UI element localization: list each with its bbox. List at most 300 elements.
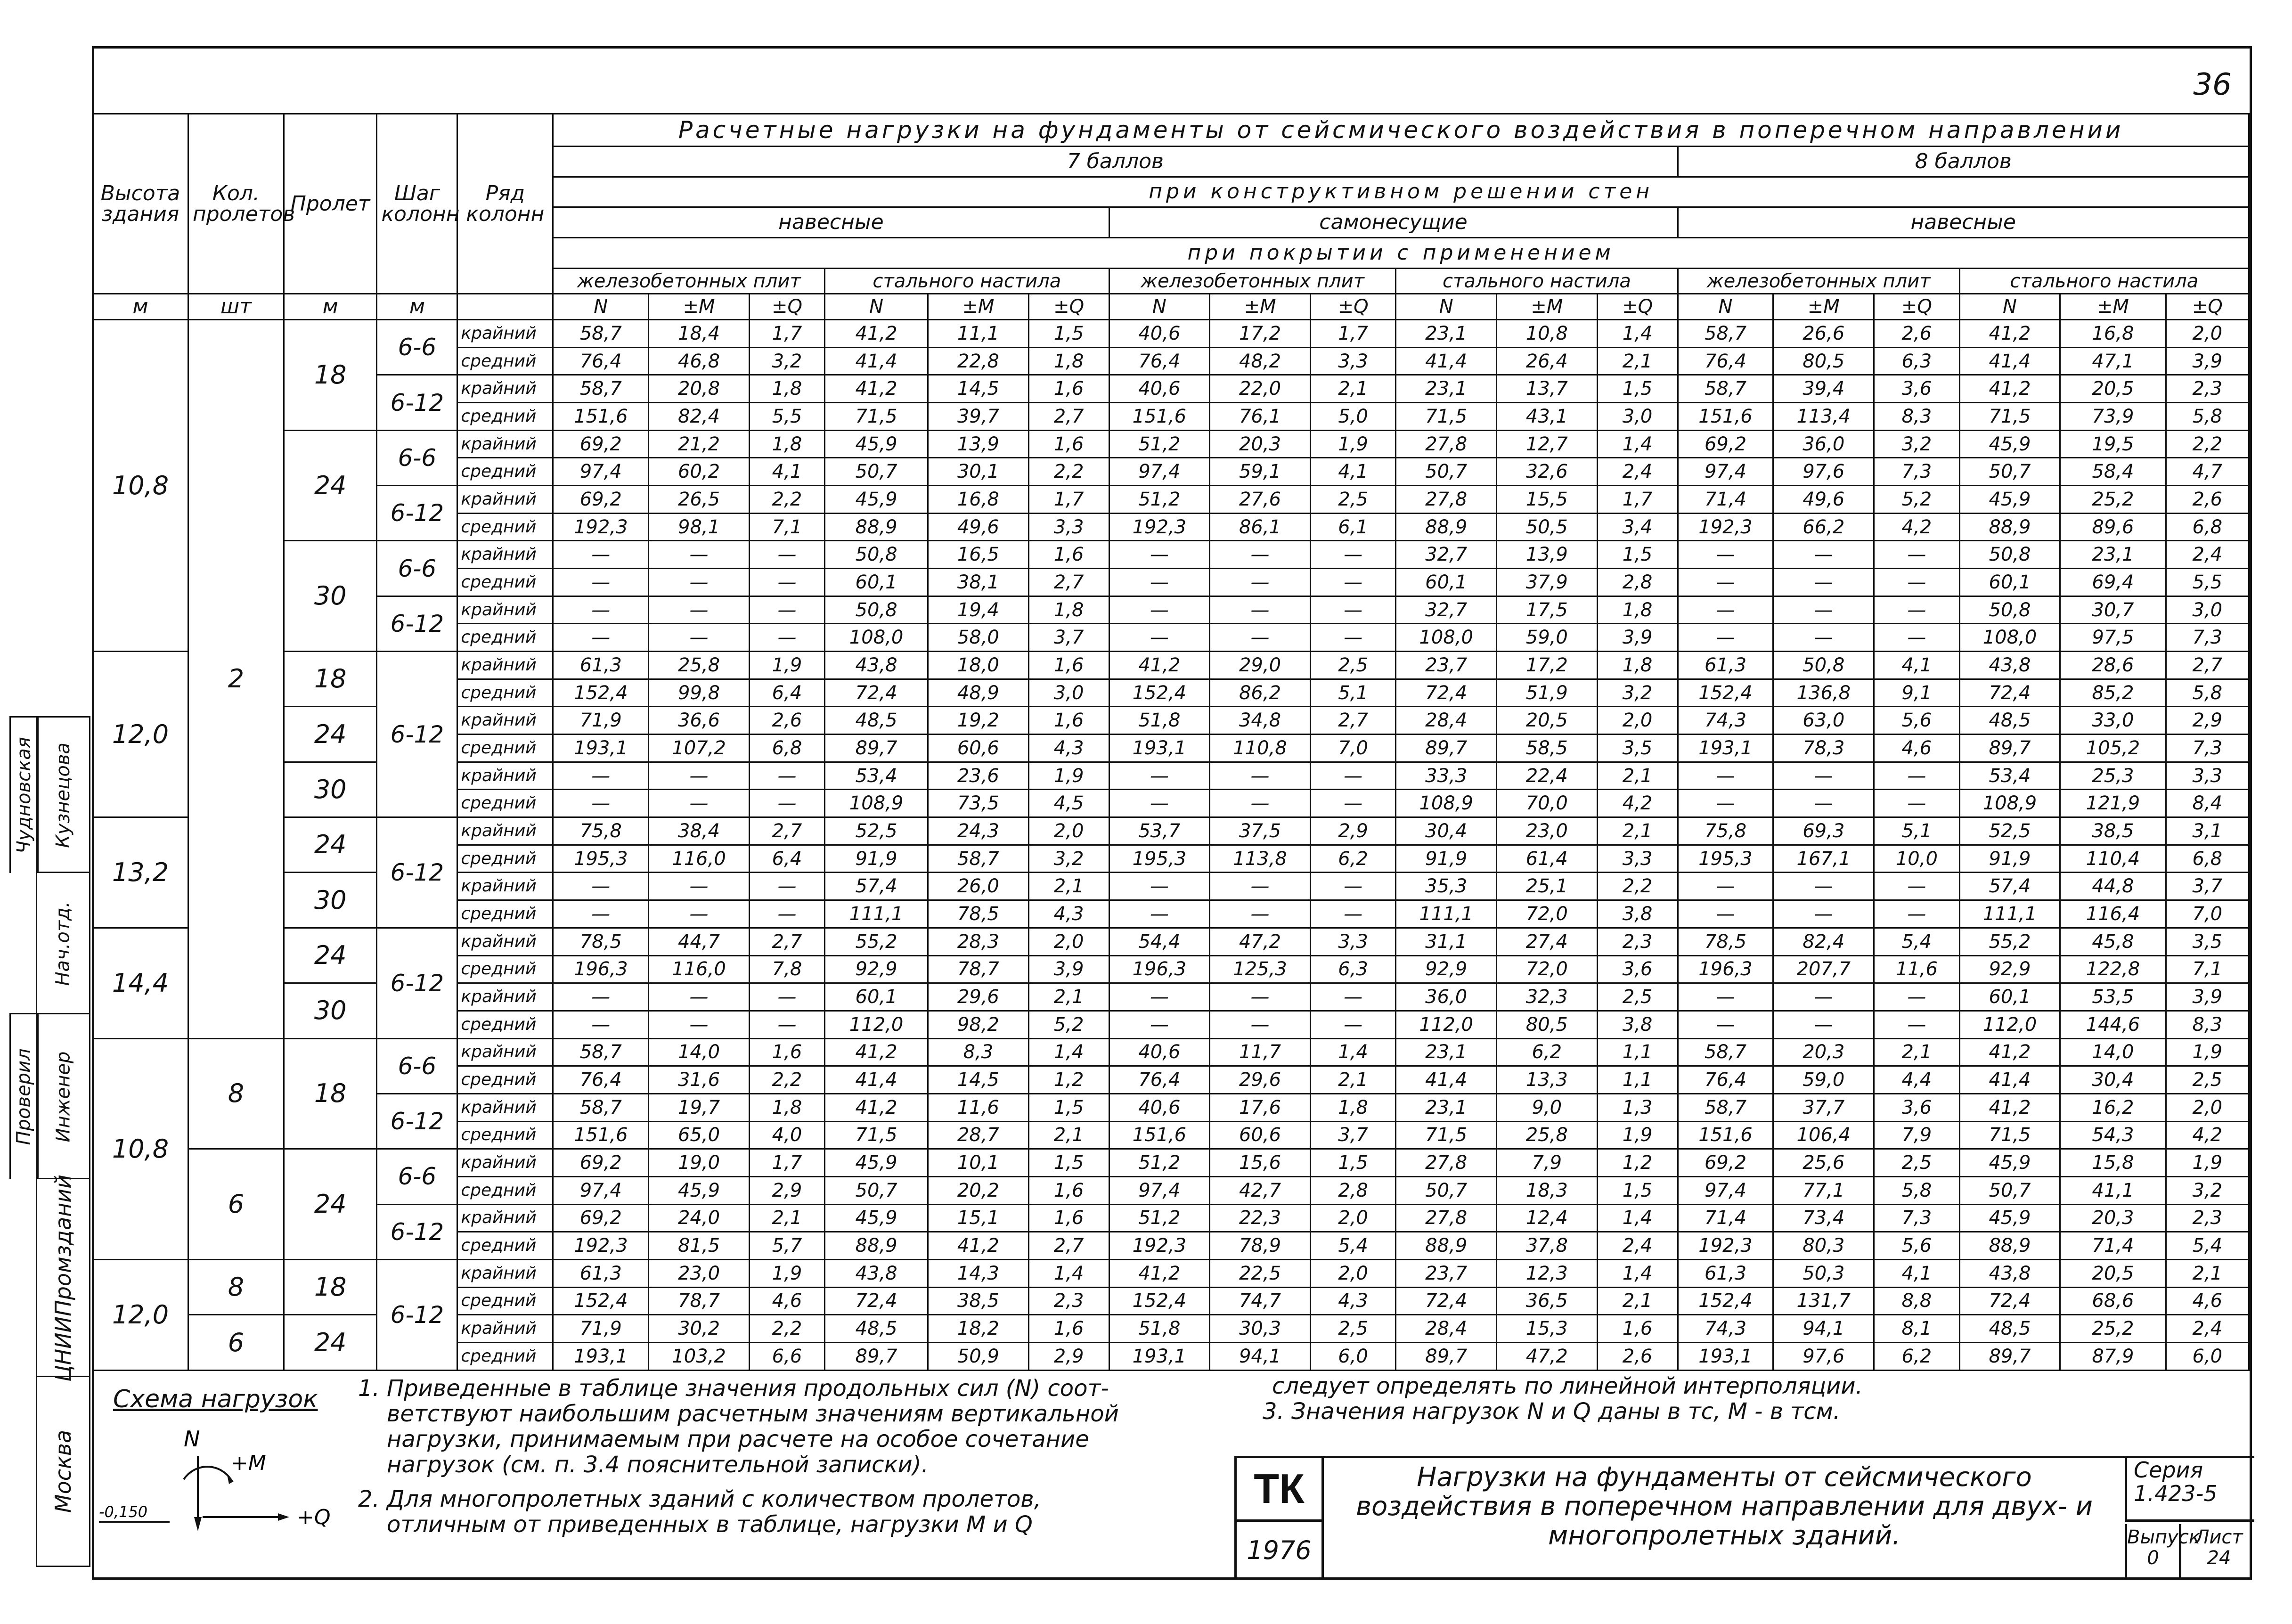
value-cell: 22,4 xyxy=(1497,762,1598,790)
value-cell: 4,5 xyxy=(1028,790,1109,817)
value-cell: 2,5 xyxy=(1310,486,1396,514)
value-cell: 66,2 xyxy=(1773,513,1874,541)
value-cell: 58,7 xyxy=(553,1038,649,1066)
value-cell: 89,6 xyxy=(2060,513,2166,541)
value-cell: 26,0 xyxy=(928,873,1029,900)
value-cell: 3,3 xyxy=(1310,347,1396,375)
value-cell: 97,4 xyxy=(1678,458,1773,486)
value-cell: 195,3 xyxy=(553,845,649,873)
row-label: средний xyxy=(457,624,553,652)
table-row xyxy=(93,1204,2249,1232)
value-cell: 78,7 xyxy=(649,1287,750,1315)
value-cell: 14,5 xyxy=(928,1066,1029,1094)
value-cell: 19,4 xyxy=(928,596,1029,624)
value-cell: 40,6 xyxy=(1109,1094,1210,1121)
value-cell: 6,2 xyxy=(1310,845,1396,873)
value-cell: 192,3 xyxy=(1678,1232,1773,1260)
value-cell: 22,8 xyxy=(928,347,1029,375)
value-cell: 116,0 xyxy=(649,845,750,873)
value-cell: 43,8 xyxy=(825,652,928,679)
value-cell: 1,9 xyxy=(1028,762,1109,790)
page-number: 36 xyxy=(2193,67,2232,102)
header-cover-4: железобетонных плит xyxy=(1678,268,1959,294)
value-cell: — xyxy=(1874,762,1960,790)
header-hinged-1: навесные xyxy=(553,207,1109,238)
sym-m: ±M xyxy=(2060,294,2166,320)
value-cell: 17,2 xyxy=(1210,320,1311,348)
value-cell: — xyxy=(1109,983,1210,1011)
value-cell: 78,3 xyxy=(1773,734,1874,762)
value-cell: 26,4 xyxy=(1497,347,1598,375)
value-cell: — xyxy=(1210,983,1311,1011)
value-cell: 97,4 xyxy=(553,458,649,486)
value-cell: 71,5 xyxy=(825,1121,928,1149)
value-cell: 70,0 xyxy=(1497,790,1598,817)
value-cell: — xyxy=(749,541,824,569)
side-engineer: Инженер xyxy=(36,1013,90,1179)
value-cell: 97,4 xyxy=(553,1176,649,1204)
value-cell: 33,0 xyxy=(2060,707,2166,734)
value-cell: 20,8 xyxy=(649,375,750,403)
value-cell: 196,3 xyxy=(1109,955,1210,983)
value-cell: 37,7 xyxy=(1773,1094,1874,1121)
value-cell: 2,0 xyxy=(1597,707,1678,734)
header-self-bearing: самонесущие xyxy=(1109,207,1678,238)
value-cell: 107,2 xyxy=(649,734,750,762)
sym-n: N xyxy=(1396,294,1497,320)
value-cell: 51,2 xyxy=(1109,430,1210,458)
value-cell: 39,4 xyxy=(1773,375,1874,403)
value-cell: — xyxy=(1109,873,1210,900)
value-cell: 50,7 xyxy=(1959,1176,2060,1204)
value-cell: 69,2 xyxy=(553,1149,649,1177)
value-cell: 47,1 xyxy=(2060,347,2166,375)
value-cell: 1,5 xyxy=(1310,1149,1396,1177)
value-cell: 19,0 xyxy=(649,1149,750,1177)
step-cell: 6-6 xyxy=(377,1038,457,1094)
value-cell: 60,6 xyxy=(928,734,1029,762)
value-cell: 2,9 xyxy=(749,1176,824,1204)
value-cell: 8,3 xyxy=(2166,1011,2249,1038)
value-cell: 78,5 xyxy=(928,900,1029,928)
sym-q: ±Q xyxy=(749,294,824,320)
value-cell: 13,9 xyxy=(1497,541,1598,569)
value-cell: 16,2 xyxy=(2060,1094,2166,1121)
value-cell: — xyxy=(749,596,824,624)
value-cell: — xyxy=(1310,790,1396,817)
value-cell: 1,6 xyxy=(1028,1176,1109,1204)
value-cell: 3,4 xyxy=(1597,513,1678,541)
value-cell: 193,1 xyxy=(1678,734,1773,762)
value-cell: 45,9 xyxy=(1959,430,2060,458)
value-cell: — xyxy=(1773,762,1874,790)
side-chudnovskaya: Чудновская xyxy=(9,716,39,873)
height-cell: 14,4 xyxy=(93,928,188,1038)
stamp-issue: Выпуск 0 xyxy=(2125,1524,2181,1580)
row-label: крайний xyxy=(457,707,553,734)
value-cell: 1,5 xyxy=(1597,1176,1678,1204)
value-cell: 31,6 xyxy=(649,1066,750,1094)
value-cell: 50,9 xyxy=(928,1342,1029,1370)
table-row xyxy=(93,1038,2249,1066)
value-cell: 103,2 xyxy=(649,1342,750,1370)
scheme-level-label: -0,150 xyxy=(99,1503,148,1521)
value-cell: 4,1 xyxy=(749,458,824,486)
value-cell: 43,8 xyxy=(1959,1259,2060,1287)
value-cell: 23,1 xyxy=(1396,320,1497,348)
value-cell: 2,6 xyxy=(2166,486,2249,514)
value-cell: 43,8 xyxy=(825,1259,928,1287)
value-cell: — xyxy=(649,596,750,624)
header-spans-count: Кол. пролетов xyxy=(188,114,284,294)
value-cell: 48,5 xyxy=(1959,1315,2060,1343)
value-cell: 15,3 xyxy=(1497,1315,1598,1343)
value-cell: 1,8 xyxy=(749,430,824,458)
value-cell: — xyxy=(1773,983,1874,1011)
value-cell: 94,1 xyxy=(1210,1342,1311,1370)
value-cell: — xyxy=(1773,873,1874,900)
table-row xyxy=(93,294,2249,320)
value-cell: 3,9 xyxy=(1597,624,1678,652)
row-label: крайний xyxy=(457,1094,553,1121)
value-cell: 5,4 xyxy=(1874,928,1960,955)
value-cell: 1,8 xyxy=(1310,1094,1396,1121)
note-2: 2. Для многопролетных зданий с количеством пролетов, отличным от приведенных в таблице, нагрузки M и Q xyxy=(358,1486,1041,1538)
span-cell: 30 xyxy=(284,983,377,1038)
value-cell: 3,0 xyxy=(1028,679,1109,707)
value-cell: 11,6 xyxy=(1874,955,1960,983)
value-cell: 20,5 xyxy=(2060,1259,2166,1287)
sym-m: ±M xyxy=(1773,294,1874,320)
value-cell: 59,0 xyxy=(1773,1066,1874,1094)
value-cell: — xyxy=(1773,569,1874,596)
value-cell: — xyxy=(1210,873,1311,900)
value-cell: 38,5 xyxy=(2060,817,2166,845)
value-cell: 87,9 xyxy=(2060,1342,2166,1370)
value-cell: — xyxy=(1678,624,1773,652)
value-cell: 152,4 xyxy=(1109,1287,1210,1315)
value-cell: 5,6 xyxy=(1874,1232,1960,1260)
value-cell: — xyxy=(1210,569,1311,596)
value-cell: 196,3 xyxy=(553,955,649,983)
value-cell: — xyxy=(1310,762,1396,790)
value-cell: — xyxy=(553,762,649,790)
value-cell: 3,8 xyxy=(1597,900,1678,928)
value-cell: 36,0 xyxy=(1773,430,1874,458)
value-cell: 1,3 xyxy=(1597,1094,1678,1121)
value-cell: 41,2 xyxy=(825,1038,928,1066)
value-cell: — xyxy=(1874,541,1960,569)
value-cell: 42,7 xyxy=(1210,1176,1311,1204)
value-cell: 2,3 xyxy=(1597,928,1678,955)
value-cell: 12,7 xyxy=(1497,430,1598,458)
value-cell: 6,3 xyxy=(1874,347,1960,375)
value-cell: 7,3 xyxy=(1874,1204,1960,1232)
value-cell: 28,4 xyxy=(1396,1315,1497,1343)
value-cell: 85,2 xyxy=(2060,679,2166,707)
value-cell: 71,9 xyxy=(553,707,649,734)
value-cell: 2,9 xyxy=(1028,1342,1109,1370)
value-cell: 125,3 xyxy=(1210,955,1311,983)
value-cell: — xyxy=(749,983,824,1011)
value-cell: — xyxy=(649,569,750,596)
span-cell: 18 xyxy=(284,1038,377,1149)
row-label: крайний xyxy=(457,652,553,679)
value-cell: 3,2 xyxy=(2166,1176,2249,1204)
side-stamp xyxy=(13,716,88,1569)
value-cell: 91,9 xyxy=(1396,845,1497,873)
value-cell: 1,1 xyxy=(1597,1038,1678,1066)
value-cell: 55,2 xyxy=(1959,928,2060,955)
value-cell: 7,8 xyxy=(749,955,824,983)
value-cell: 45,9 xyxy=(825,1204,928,1232)
row-label: средний xyxy=(457,790,553,817)
value-cell: 60,1 xyxy=(825,983,928,1011)
unit-row xyxy=(457,294,553,320)
value-cell: 50,8 xyxy=(1959,596,2060,624)
value-cell: 2,5 xyxy=(1310,652,1396,679)
value-cell: 7,3 xyxy=(1874,458,1960,486)
sym-n: N xyxy=(553,294,649,320)
value-cell: 43,8 xyxy=(1959,652,2060,679)
value-cell: 108,0 xyxy=(1959,624,2060,652)
value-cell: 2,1 xyxy=(1310,375,1396,403)
value-cell: 3,6 xyxy=(1874,1094,1960,1121)
value-cell: — xyxy=(1678,983,1773,1011)
value-cell: 18,0 xyxy=(928,652,1029,679)
value-cell: 23,1 xyxy=(1396,1094,1497,1121)
value-cell: 58,7 xyxy=(1678,1038,1773,1066)
value-cell: 50,3 xyxy=(1773,1259,1874,1287)
value-cell: 6,2 xyxy=(1497,1038,1598,1066)
header-8-balls: 8 баллов xyxy=(1678,146,2249,177)
value-cell: 192,3 xyxy=(553,1232,649,1260)
value-cell: 193,1 xyxy=(1109,734,1210,762)
value-cell: 3,1 xyxy=(2166,817,2249,845)
value-cell: 27,8 xyxy=(1396,486,1497,514)
span-cell: 18 xyxy=(284,652,377,707)
value-cell: 4,7 xyxy=(2166,458,2249,486)
value-cell: 60,1 xyxy=(825,569,928,596)
value-cell: 37,9 xyxy=(1497,569,1598,596)
value-cell: 25,2 xyxy=(2060,1315,2166,1343)
value-cell: — xyxy=(1773,900,1874,928)
value-cell: 19,2 xyxy=(928,707,1029,734)
value-cell: 92,9 xyxy=(1396,955,1497,983)
value-cell: 58,7 xyxy=(1678,1094,1773,1121)
value-cell: 112,0 xyxy=(1959,1011,2060,1038)
row-label: крайний xyxy=(457,873,553,900)
value-cell: 50,5 xyxy=(1497,513,1598,541)
value-cell: 80,3 xyxy=(1773,1232,1874,1260)
value-cell: 152,4 xyxy=(1678,679,1773,707)
span-cell: 30 xyxy=(284,762,377,817)
value-cell: 25,1 xyxy=(1497,873,1598,900)
stamp-sheet: Лист 24 xyxy=(2195,1526,2243,1569)
value-cell: — xyxy=(1678,790,1773,817)
step-cell: 6-6 xyxy=(377,1149,457,1204)
value-cell: — xyxy=(1678,569,1773,596)
value-cell: 121,9 xyxy=(2060,790,2166,817)
value-cell: 111,1 xyxy=(825,900,928,928)
value-cell: — xyxy=(553,873,649,900)
value-cell: 41,2 xyxy=(825,1094,928,1121)
value-cell: 1,6 xyxy=(749,1038,824,1066)
value-cell: 15,5 xyxy=(1497,486,1598,514)
value-cell: 44,7 xyxy=(649,928,750,955)
value-cell: 11,6 xyxy=(928,1094,1029,1121)
value-cell: 65,0 xyxy=(649,1121,750,1149)
value-cell: 28,7 xyxy=(928,1121,1029,1149)
height-cell: 10,8 xyxy=(93,320,188,652)
value-cell: 34,8 xyxy=(1210,707,1311,734)
value-cell: 39,7 xyxy=(928,403,1029,431)
value-cell: 50,8 xyxy=(1959,541,2060,569)
side-moscow: Москва xyxy=(36,1376,90,1567)
span-cell: 24 xyxy=(284,707,377,762)
value-cell: 60,2 xyxy=(649,458,750,486)
value-cell: 69,3 xyxy=(1773,817,1874,845)
value-cell: 38,1 xyxy=(928,569,1029,596)
step-cell: 6-12 xyxy=(377,1094,457,1149)
value-cell: 193,1 xyxy=(553,734,649,762)
value-cell: 8,3 xyxy=(928,1038,1029,1066)
value-cell: 78,7 xyxy=(928,955,1029,983)
value-cell: 1,8 xyxy=(1028,596,1109,624)
value-cell: 49,6 xyxy=(1773,486,1874,514)
value-cell: 92,9 xyxy=(1959,955,2060,983)
value-cell: 108,9 xyxy=(1959,790,2060,817)
value-cell: 25,2 xyxy=(2060,486,2166,514)
value-cell: 88,9 xyxy=(825,513,928,541)
value-cell: — xyxy=(1210,624,1311,652)
value-cell: 59,0 xyxy=(1497,624,1598,652)
sym-m: ±M xyxy=(1497,294,1598,320)
value-cell: 40,6 xyxy=(1109,320,1210,348)
value-cell: — xyxy=(649,624,750,652)
value-cell: — xyxy=(553,1011,649,1038)
value-cell: 71,5 xyxy=(1959,403,2060,431)
value-cell: 51,2 xyxy=(1109,486,1210,514)
value-cell: 30,2 xyxy=(649,1315,750,1343)
step-cell: 6-12 xyxy=(377,1204,457,1259)
value-cell: — xyxy=(1109,1011,1210,1038)
value-cell: 28,3 xyxy=(928,928,1029,955)
value-cell: 77,1 xyxy=(1773,1176,1874,1204)
value-cell: — xyxy=(649,983,750,1011)
value-cell: 44,8 xyxy=(2060,873,2166,900)
value-cell: 75,8 xyxy=(1678,817,1773,845)
sym-m: ±M xyxy=(649,294,750,320)
value-cell: 8,4 xyxy=(2166,790,2249,817)
value-cell: — xyxy=(1874,1011,1960,1038)
scheme-title: Схема нагрузок xyxy=(113,1385,318,1413)
value-cell: 54,3 xyxy=(2060,1121,2166,1149)
value-cell: 6,4 xyxy=(749,679,824,707)
value-cell: 41,1 xyxy=(2060,1176,2166,1204)
value-cell: 152,4 xyxy=(553,1287,649,1315)
value-cell: 69,2 xyxy=(553,430,649,458)
value-cell: 71,5 xyxy=(1959,1121,2060,1149)
value-cell: 3,3 xyxy=(2166,762,2249,790)
height-cell: 12,0 xyxy=(93,1259,188,1370)
value-cell: 53,7 xyxy=(1109,817,1210,845)
sym-q: ±Q xyxy=(1597,294,1678,320)
value-cell: 2,4 xyxy=(1597,458,1678,486)
value-cell: 3,6 xyxy=(1597,955,1678,983)
value-cell: 23,0 xyxy=(1497,817,1598,845)
value-cell: 106,4 xyxy=(1773,1121,1874,1149)
side-kuznetsova: Кузнецова xyxy=(36,716,90,873)
value-cell: 5,5 xyxy=(2166,569,2249,596)
step-cell: 6-6 xyxy=(377,541,457,596)
value-cell: 41,2 xyxy=(928,1232,1029,1260)
value-cell: — xyxy=(749,873,824,900)
value-cell: 10,8 xyxy=(1497,320,1598,348)
value-cell: 68,6 xyxy=(2060,1287,2166,1315)
value-cell: 3,7 xyxy=(1028,624,1109,652)
value-cell: 4,3 xyxy=(1310,1287,1396,1315)
value-cell: 8,8 xyxy=(1874,1287,1960,1315)
value-cell: 5,2 xyxy=(1874,486,1960,514)
value-cell: 1,4 xyxy=(1597,1204,1678,1232)
value-cell: 50,8 xyxy=(1773,652,1874,679)
value-cell: 53,4 xyxy=(825,762,928,790)
value-cell: 72,4 xyxy=(825,1287,928,1315)
value-cell: 7,3 xyxy=(2166,624,2249,652)
value-cell: 105,2 xyxy=(2060,734,2166,762)
value-cell: 4,1 xyxy=(1874,652,1960,679)
sym-n: N xyxy=(1109,294,1210,320)
value-cell: — xyxy=(1773,1011,1874,1038)
value-cell: 2,0 xyxy=(2166,320,2249,348)
value-cell: 57,4 xyxy=(1959,873,2060,900)
value-cell: 116,4 xyxy=(2060,900,2166,928)
table-row xyxy=(93,541,2249,569)
spans-count-cell: 2 xyxy=(188,320,284,1038)
value-cell: 111,1 xyxy=(1959,900,2060,928)
row-label: средний xyxy=(457,1342,553,1370)
value-cell: 116,0 xyxy=(649,955,750,983)
value-cell: 4,2 xyxy=(1874,513,1960,541)
span-cell: 18 xyxy=(284,320,377,431)
value-cell: 1,6 xyxy=(1028,541,1109,569)
value-cell: 3,7 xyxy=(1310,1121,1396,1149)
value-cell: 7,3 xyxy=(2166,734,2249,762)
value-cell: 2,0 xyxy=(1310,1259,1396,1287)
value-cell: 1,5 xyxy=(1028,1149,1109,1177)
value-cell: 19,5 xyxy=(2060,430,2166,458)
spans-count-cell: 8 xyxy=(188,1259,284,1314)
value-cell: 1,5 xyxy=(1597,541,1678,569)
sym-n: N xyxy=(825,294,928,320)
value-cell: 50,8 xyxy=(825,596,928,624)
value-cell: 2,1 xyxy=(1028,1121,1109,1149)
value-cell: 29,6 xyxy=(928,983,1029,1011)
span-cell: 30 xyxy=(284,541,377,652)
step-cell: 6-12 xyxy=(377,817,457,928)
value-cell: 23,1 xyxy=(2060,541,2166,569)
value-cell: 16,5 xyxy=(928,541,1029,569)
value-cell: 207,7 xyxy=(1773,955,1874,983)
value-cell: 43,1 xyxy=(1497,403,1598,431)
value-cell: 2,2 xyxy=(749,1315,824,1343)
load-scheme-diagram xyxy=(90,1428,372,1550)
value-cell: 152,4 xyxy=(1109,679,1210,707)
value-cell: 53,5 xyxy=(2060,983,2166,1011)
value-cell: 27,8 xyxy=(1396,1204,1497,1232)
value-cell: 45,9 xyxy=(1959,486,2060,514)
